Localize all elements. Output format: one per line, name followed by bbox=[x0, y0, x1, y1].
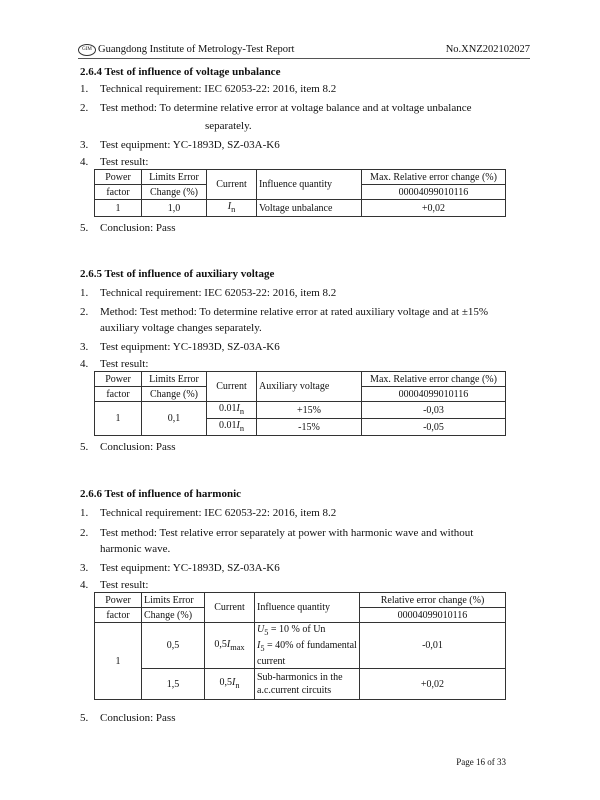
list-item: 5. Conclusion: Pass bbox=[80, 222, 176, 234]
result-table-harmonic bbox=[94, 592, 506, 700]
list-item: 4. Test result: bbox=[80, 358, 149, 370]
result-table-auxiliary-voltage bbox=[94, 371, 506, 436]
report-number: No.XNZ202102027 bbox=[445, 44, 530, 55]
list-item: 4. Test result: bbox=[80, 156, 149, 168]
result-table-voltage-unbalance bbox=[94, 169, 506, 217]
list-item: 1. Technical requirement: IEC 62053-22: 2016, item 8.2 bbox=[80, 507, 337, 519]
list-item: 1. Technical requirement: IEC 62053-22: 2016, item 8.2 bbox=[80, 83, 337, 95]
list-item: 3. Test equipment: YC-1893D, SZ-03A-K6 bbox=[80, 139, 280, 151]
list-item-continuation: auxiliary voltage changes separately. bbox=[100, 322, 262, 334]
list-item: 1. Technical requirement: IEC 62053-22: 2016, item 8.2 bbox=[80, 287, 337, 299]
list-item: 5. Conclusion: Pass bbox=[80, 712, 176, 724]
table-row: Power Limits Error Current Auxiliary voltage Max. Relative error change (%) bbox=[95, 372, 506, 387]
list-item: 2. Method: Test method: To determine relative error at rated auxiliary voltage and at ±15% bbox=[80, 306, 489, 318]
institute-name: Guangdong Institute of Metrology-Test Report bbox=[98, 44, 295, 55]
table-row: Power Limits Error Current Influence quantity Relative error change (%) bbox=[95, 593, 506, 608]
table-row: factor Change (%) 00004099010116 bbox=[95, 608, 506, 623]
table-row: 1 1,0 $I_n$ Voltage unbalance +0,02 bbox=[95, 200, 506, 217]
list-item: 3. Test equipment: YC-1893D, SZ-03A-K6 bbox=[80, 562, 280, 574]
list-item-continuation: harmonic wave. bbox=[100, 543, 171, 555]
table-row: Power Limits Error Current Influence quantity Max. Relative error change (%) bbox=[95, 170, 506, 185]
list-item: 3. Test equipment: YC-1893D, SZ-03A-K6 bbox=[80, 341, 280, 353]
page-number: Page 16 of 33 bbox=[456, 757, 506, 767]
table-row: $0.01I_n$ -15% -0,05 bbox=[95, 419, 506, 436]
table-row: 1 0,1 $0.01I_n$ +15% -0,03 bbox=[95, 402, 506, 419]
section-title-2-6-5: 2.6.5 Test of influence of auxiliary voltage bbox=[80, 268, 275, 280]
list-item: 4. Test result: bbox=[80, 579, 149, 591]
list-item: 2. Test method: To determine relative error at voltage balance and at voltage unbalance bbox=[80, 102, 472, 114]
section-title-2-6-6: 2.6.6 Test of influence of harmonic bbox=[80, 488, 242, 500]
list-item: 5. Conclusion: Pass bbox=[80, 441, 176, 453]
table-row: 1,5 $0,5I_n$ Sub-harmonics in the a.c.current circuits +0,02 bbox=[95, 669, 506, 700]
list-item-continuation: separately. bbox=[205, 120, 252, 132]
list-item: 2. Test method: Test relative error separately at power with harmonic wave and without bbox=[80, 527, 474, 539]
table-row: factor Change (%) 00004099010116 bbox=[95, 185, 506, 200]
table-row: factor Change (%) 00004099010116 bbox=[95, 387, 506, 402]
table-row: 1 0,5 $0,5I_{max}$ $U_5 = 10$ % of Un $I_5 = 40\%$ of fundamental current -0,01 bbox=[95, 623, 506, 669]
page-header bbox=[78, 44, 530, 59]
section-title-2-6-4: 2.6.4 Test of influence of voltage unbalance bbox=[80, 66, 281, 78]
institute-logo: GIM bbox=[78, 44, 96, 56]
